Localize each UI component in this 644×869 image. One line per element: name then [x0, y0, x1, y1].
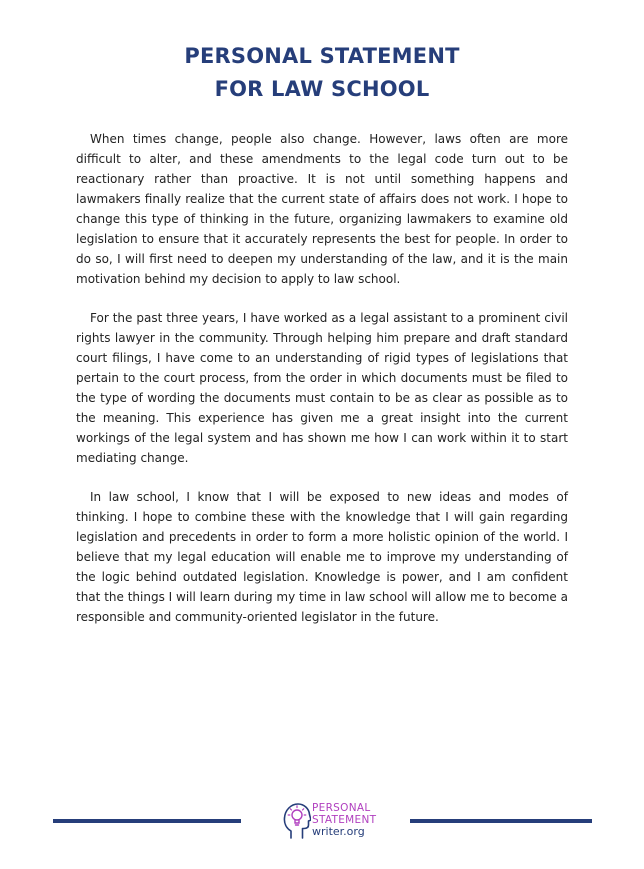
paragraph-1: When times change, people also change. However, laws often are more difficult to alter, and these amendments to the legal code turn out to be reactionary rather than proactive. It is not until something happens and lawmakers finally realize that the current state of affairs does not work. I hope to change this type of thinking in the future, organizing lawmakers to examine old legislation to ensure that it accurately represents the best for people. In order to do so, I will first need to deepen my understanding of the law, and it is the main motivation behind my decision to apply to law school. [76, 132, 568, 286]
logo-text-domain: writer.org [312, 825, 365, 838]
logo-text-statement: STATEMENT [312, 814, 377, 826]
title-line-1: PERSONAL STATEMENT [184, 44, 460, 68]
head-lightbulb-icon [283, 802, 311, 840]
footer-logo [283, 800, 383, 846]
paragraph-2: For the past three years, I have worked as a legal assistant to a prominent civil rights lawyer in the community. Through helping him prepare and draft standard court filings, I have come to an understanding of rigid types of legislations that pertain to the court process, from the order in which documents must be filed to the type of wording the documents must contain to be as clear as possible as to the meaning. This experience has given me a great insight into the current workings of the legal system and has shown me how I can work within it to start mediating change. [76, 311, 568, 465]
statement-body [76, 129, 568, 646]
footer-rule-right [410, 819, 592, 823]
page-title [0, 40, 644, 106]
logo-text-personal: PERSONAL [312, 802, 371, 814]
paragraph-3: In law school, I know that I will be exposed to new ideas and modes of thinking. I hope to combine these with the knowledge that I will gain regarding legislation and precedents in order to form a more holistic opinion of the world. I believe that my legal education will enable me to improve my understanding of the logic behind outdated legislation. Knowledge is power, and I am confident that the things I will learn during my time in law school will allow me to become a responsible and community-oriented legislator in the future. [76, 490, 568, 624]
title-line-2: FOR LAW SCHOOL [214, 77, 430, 101]
logo-wordmark [312, 802, 376, 838]
footer-rule-left [53, 819, 241, 823]
